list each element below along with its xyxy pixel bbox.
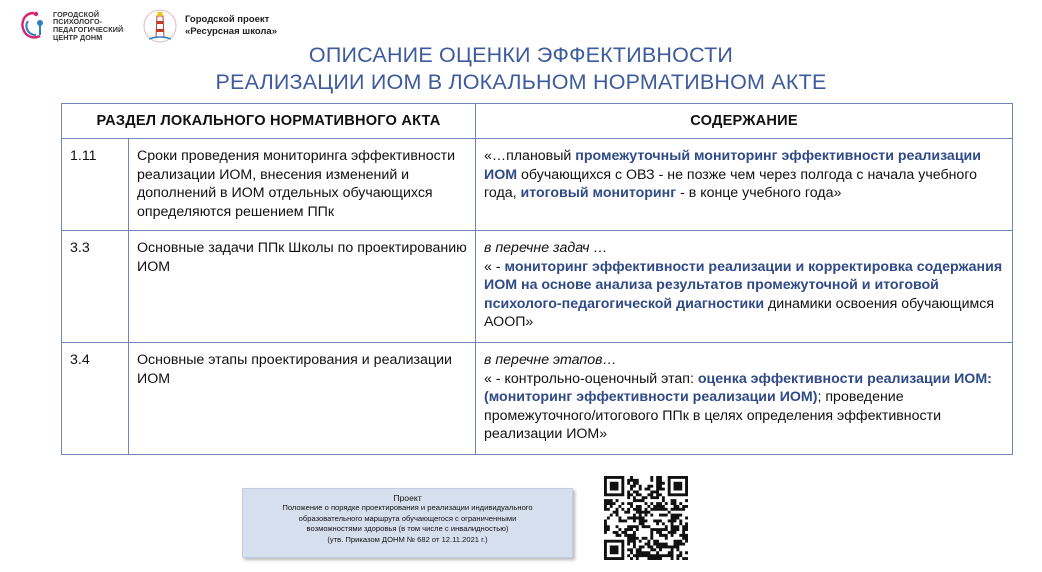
row-number: 1.11 [62, 139, 129, 231]
box-line: образовательного маршрута обучающегося с ограниченными [298, 513, 517, 523]
resource-school-text [185, 14, 277, 38]
page-title-line2: РЕАЛИЗАЦИИ ИОМ В ЛОКАЛЬНОМ НОРМАТИВНОМ АКТЕ [215, 70, 827, 94]
box-head: Проект [393, 493, 422, 503]
content-intro: в перечне задач … [484, 240, 608, 256]
row-content [476, 139, 1013, 231]
page-title-line1: ОПИСАНИЕ ОЦЕНКИ ЭФФЕКТИВНОСТИ [308, 43, 734, 67]
row-section: Основные этапы проектирования и реализации ИОМ [129, 342, 476, 454]
header-section: РАЗДЕЛ ЛОКАЛЬНОГО НОРМАТИВНОГО АКТА [62, 104, 476, 139]
table-header-row [62, 104, 1013, 139]
row-number: 3.3 [62, 231, 129, 343]
qr-code-icon[interactable] [604, 476, 688, 560]
page-title [0, 42, 1042, 96]
content-intro: в перечне этапов… [484, 351, 617, 368]
row-content [476, 231, 1013, 343]
box-line: возможностями здоровья (в том числе с инвалидностью) [306, 524, 509, 534]
table-row [62, 139, 1013, 231]
content-highlight: итоговый мониторинг [520, 185, 677, 202]
row-content [476, 342, 1013, 454]
content-text: динамики освоения обучающимся АООП» [484, 295, 995, 331]
table-row [62, 231, 1013, 343]
table-row [62, 342, 1013, 454]
content-highlight: оценка эффективности реализации ИОМ: (мониторинг эффективности реализации ИОМ) [484, 370, 992, 406]
content-text: « - контрольно-оценочный этап: [484, 370, 698, 387]
resource-school-line1: Городской проект [185, 14, 270, 25]
lighthouse-icon [143, 7, 177, 45]
box-line: (утв. Приказом ДОНМ № 682 от 12.11.2021 г.) [327, 534, 488, 544]
resource-school-line2: «Ресурсная школа» [185, 26, 277, 37]
row-section: Основные задачи ППк Школы по проектированию ИОМ [129, 231, 476, 343]
header-content: СОДЕРЖАНИЕ [476, 104, 1013, 139]
content-text: ; проведение промежуточного/итогового ППк в целях определения эффективности реализации ИОМ» [484, 389, 942, 443]
header-logos [18, 6, 277, 46]
ppc-logo-icon [18, 9, 50, 43]
ppc-logo-text: ГОРОДСКОЙ ПСИХОЛОГО- ПЕДАГОГИЧЕСКИЙ ЦЕНТР ДОНМ [53, 9, 124, 42]
row-section: Сроки проведения мониторинга эффективности реализации ИОМ, внесения изменений и дополнений в ИОМ отдельных обучающихся определяются решением ППк [129, 139, 476, 231]
resource-school-logo[interactable] [143, 7, 277, 45]
row-number: 3.4 [62, 342, 129, 454]
regulation-reference-box [242, 488, 573, 558]
content-text: « - [484, 258, 505, 275]
box-line: Положение о порядке проектирования и реализации индивидуального [282, 503, 533, 513]
content-text: «…плановый [484, 148, 576, 164]
content-highlight: мониторинг эффективности реализации и корректировка содержания ИОМ на основе анализа результатов промежуточной и итоговой психолого-педагогической диагностики [484, 258, 1003, 312]
ppc-logo[interactable] [18, 9, 139, 43]
content-text: обучающихся с ОВЗ - не позже чем через полгода с начала учебного года, [484, 166, 978, 202]
content-text: - в конце учебного года» [676, 185, 842, 202]
regulation-table [61, 103, 1013, 455]
content-highlight: промежуточный мониторинг эффективности реализации ИОМ [484, 148, 981, 183]
